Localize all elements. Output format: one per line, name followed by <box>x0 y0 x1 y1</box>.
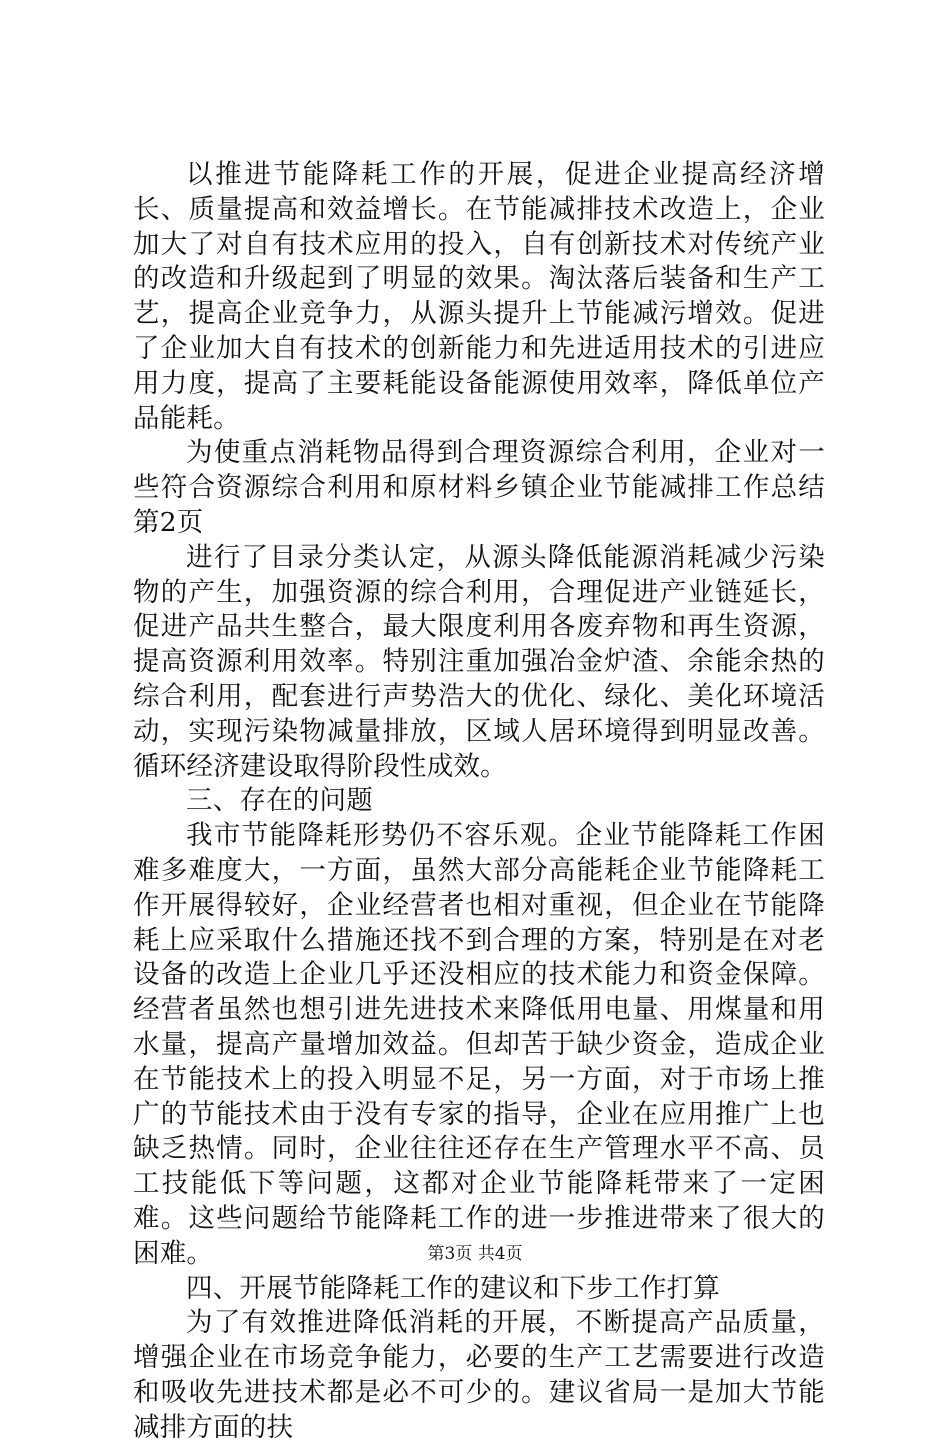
section-heading-suggestions: 四、开展节能降耗工作的建议和下步工作打算 <box>186 1272 720 1304</box>
section-heading-problems: 三、存在的问题 <box>186 785 373 817</box>
paragraph-2: 为使重点消耗物品得到合理资源综合利用，企业对一些符合资源综合利用和原材料乡镇企业节能减排工作总结第2页 <box>133 437 825 538</box>
paragraph-4: 我市节能降耗形势仍不容乐观。企业节能降耗工作困难多难度大，一方面，虽然大部分高能耗企业节能降耗工作开展得较好，企业经营者也相对重视，但企业在节能降耗上应采取什么措施还找不到合理的方案，特别是在对老设备的改造上企业几乎还没相应的技术能力和资金保障。经营者虽然也想引进先进技术来降低用电量、用煤量和用水量，提高产量增加效益。但却苦于缺少资金，造成企业在节能技术上的投入明显不足，另一方面，对于市场上推广的节能技术由于没有专家的指导，企业在应用推广上也缺乏热情。同时，企业往往还存在生产管理水平不高、员工技能低下等问题，这都对企业节能降耗带来了一定困难。这些问题给节能降耗工作的进一步推进带来了很大的困难。 <box>133 820 825 1269</box>
paragraph-3: 进行了目录分类认定，从源头降低能源消耗减少污染物的产生，加强资源的综合利用，合理促进产业链延长，促进产品共生整合，最大限度利用各废弃物和再生资源，提高资源利用效率。特别注重加强冶金炉渣、余能余热的综合利用，配套进行声势浩大的优化、绿化、美化环境活动，实现污染物减量排放，区域人居环境得到明显改善。循环经济建设取得阶段性成效。 <box>133 541 825 782</box>
paragraph-1: 以推进节能降耗工作的开展，促进企业提高经济增长、质量提高和效益增长。在节能减排技术改造上，企业加大了对自有技术应用的投入，自有创新技术对传统产业的改造和升级起到了明显的效果。淘汰落后装备和生产工艺，提高企业竞争力，从源头提升上节能减污增效。促进了企业加大自有技术的创新能力和先进适用技术的引进应用力度，提高了主要耗能设备能源使用效率，降低单位产品能耗。 <box>133 159 825 434</box>
page-number-footer: 第3页 共4页 <box>427 1244 523 1264</box>
paragraph-5: 为了有效推进降低消耗的开展，不断提高产品质量，增强企业在市场竞争能力，必要的生产工艺需要进行改造和吸收先进技术都是必不可少的。建议省局一是加大节能减排方面的扶 <box>133 1307 825 1443</box>
